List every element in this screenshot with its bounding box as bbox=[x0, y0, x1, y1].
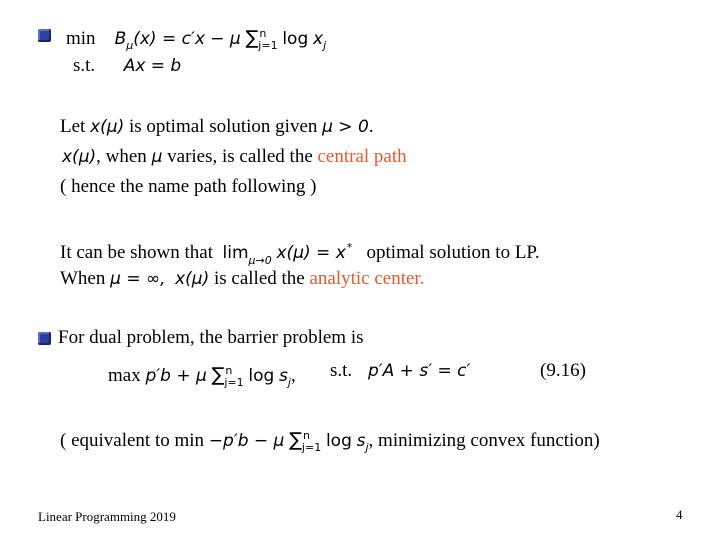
equiv-log-label: log bbox=[325, 431, 352, 451]
equiv-prefix: ( equivalent to min bbox=[60, 430, 205, 451]
sum-upper: n bbox=[259, 27, 267, 40]
para1-line3 bbox=[60, 175, 316, 199]
log-arg: x bbox=[313, 29, 324, 49]
equiv-log-arg: s bbox=[356, 431, 366, 451]
dual-constraint-expr: p′A + s′ = c′ bbox=[368, 361, 471, 381]
para1-mid: is optimal solution given bbox=[128, 116, 318, 137]
dual-sum-lower: j=1 bbox=[224, 376, 244, 389]
lim-sub: μ→0 bbox=[248, 254, 272, 267]
bullet-icon bbox=[38, 29, 51, 42]
para1-prefix: Let bbox=[60, 116, 86, 137]
dual-heading-text: For dual problem, the barrier problem is bbox=[58, 327, 364, 348]
para1-line3-text: ( hence the name path following ) bbox=[60, 176, 317, 197]
para1-end: . bbox=[368, 116, 374, 137]
para2-prefix: It can be shown that bbox=[60, 242, 214, 263]
equiv-log-arg-sub: j bbox=[365, 441, 369, 454]
para1-line2-math2: μ bbox=[151, 147, 163, 167]
dual-comma: , bbox=[290, 365, 296, 386]
dual-sum-symbol: ∑ bbox=[211, 364, 225, 386]
eq-number-text: (9.16) bbox=[540, 360, 586, 381]
equiv-sum-symbol: ∑ bbox=[289, 429, 302, 451]
para2-line2-math2: x(μ) bbox=[175, 269, 210, 289]
dual-sum-upper: n bbox=[225, 364, 233, 377]
analytic-center-term: analytic center bbox=[309, 268, 420, 289]
page-number bbox=[676, 507, 683, 523]
objective-arg: (x) = c′x − μ bbox=[133, 29, 241, 49]
footer-title bbox=[38, 509, 176, 525]
equation-number bbox=[540, 359, 586, 383]
para2-line2-end: . bbox=[419, 268, 425, 289]
page-number-text: 4 bbox=[676, 507, 683, 522]
para1-line2-text: varies, is called the bbox=[167, 146, 313, 167]
dual-constraint bbox=[368, 359, 470, 383]
dual-problem bbox=[108, 359, 296, 395]
para2-suffix: optimal solution to LP. bbox=[366, 242, 540, 263]
min-label: min bbox=[66, 28, 96, 49]
dual-st bbox=[330, 359, 352, 383]
sum-symbol: ∑ bbox=[245, 27, 259, 49]
lim-label: lim bbox=[222, 243, 249, 263]
footer-title-text: Linear Programming 2019 bbox=[38, 509, 176, 524]
constraint-expr: Ax = b bbox=[123, 56, 182, 76]
para2-math: x(μ) = x bbox=[276, 243, 346, 263]
equiv-suffix: , minimizing convex function) bbox=[368, 430, 600, 451]
dual-log-arg-sub: j bbox=[287, 376, 291, 389]
central-path-term: central path bbox=[317, 146, 407, 167]
para2-line2 bbox=[60, 267, 424, 291]
para2-line2-math: μ = ∞, bbox=[110, 269, 166, 289]
para1-line2 bbox=[62, 145, 407, 169]
para2-line2-prefix: When bbox=[60, 268, 106, 289]
max-expr: p′b + μ bbox=[145, 366, 207, 386]
objective-lhs-sub: μ bbox=[126, 39, 134, 52]
log-label: log bbox=[282, 29, 309, 49]
problem-objective bbox=[66, 22, 326, 58]
para1-math2: μ > 0 bbox=[322, 117, 369, 137]
para1-line2-mid: , when bbox=[96, 146, 147, 167]
bullet-icon bbox=[38, 332, 51, 345]
sum-lower: j=1 bbox=[258, 39, 278, 52]
equiv-sum-upper: n bbox=[302, 429, 310, 442]
max-label: max bbox=[108, 365, 141, 386]
objective-lhs: B bbox=[114, 29, 127, 49]
para1-line2-math: x(μ) bbox=[62, 147, 97, 167]
para2-line2-text: is called the bbox=[213, 268, 305, 289]
para1-line1 bbox=[60, 115, 374, 139]
dual-st-label: s.t. bbox=[330, 360, 353, 381]
para2-sup: * bbox=[346, 241, 353, 254]
equiv-expr: −p′b − μ bbox=[208, 431, 285, 451]
equiv-sum-lower: j=1 bbox=[301, 441, 322, 454]
log-arg-sub: j bbox=[323, 39, 327, 52]
dual-heading bbox=[58, 326, 364, 350]
para1-math: x(μ) bbox=[90, 117, 125, 137]
st-label: s.t. bbox=[73, 55, 96, 76]
dual-log-label: log bbox=[248, 366, 275, 386]
problem-constraint bbox=[73, 54, 181, 78]
dual-equivalent bbox=[60, 424, 600, 460]
dual-log-arg: s bbox=[279, 366, 288, 386]
